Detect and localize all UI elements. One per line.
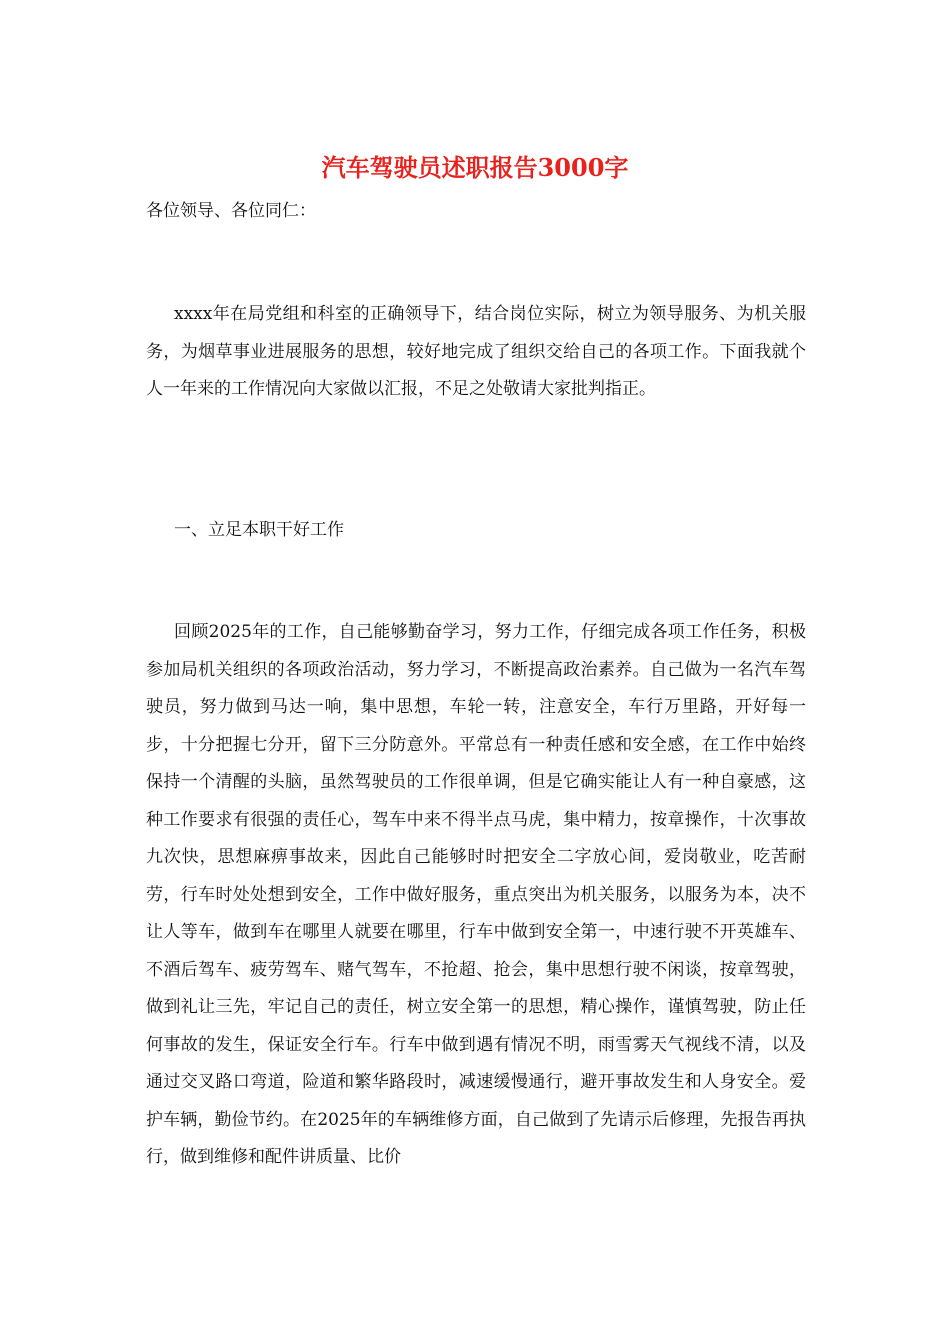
body-paragraph: 回顾2025年的工作，自己能够勤奋学习，努力工作，仔细完成各项工作任务，积极参加局机关组织的各项政治活动，努力学习，不断提高政治素养。自己做为一名汽车驾驶员，努力做到马达一响，集中思想，车轮一转，注意安全，车行万里路，开好每一步，十分把握七分开，留下三分防意外。平常总有一种责任感和安全感，在工作中始终保持一个清醒的头脑，虽然驾驶员的工作很单调，但是它确实能让人有一种自豪感，这种工作要求有很强的责任心，驾车中来不得半点马虎，集中精力，按章操作，十次事故九次快，思想麻痹事故来，因此自己能够时时把安全二字放心间，爱岗敬业，吃苦耐劳，行车时处处想到安全，工作中做好服务，重点突出为机关服务，以服务为本，决不让人等车，做到车在哪里人就要在哪里，行车中做到安全第一，中速行驶不开英雄车、不酒后驾车、疲劳驾车、赌气驾车，不抢超、抢会，集中思想行驶不闲谈，按章驾驶，做到礼让三先，牢记自己的责任，树立安全第一的思想，精心操作，谨慎驾驶，防止任何事故的发生，保证安全行车。行车中做到遇有情况不明，雨雪雾天气视线不清，以及通过交叉路口弯道，险道和繁华路段时，减速缓慢通行，避开事故发生和人身安全。爱护车辆，勤俭节约。在2025年的车辆维修方面，自己做到了先请示后修理，先报告再执行，做到维修和配件讲质量、比价 (146, 622, 806, 1167)
section-heading: 一、立足本职干好工作 (174, 520, 344, 540)
salutation: 各位领导、各位同仁： (146, 201, 316, 221)
document-title: 汽车驾驶员述职报告3000字 (321, 153, 629, 182)
intro-paragraph: xxxx年在局党组和科室的正确领导下，结合岗位实际，树立为领导服务、为机关服务，为烟草事业进展服务的思想，较好地完成了组织交给自己的各项工作。下面我就个人一年来的工作情况向大家做以汇报，不足之处敬请大家批判指正。 (146, 304, 806, 399)
